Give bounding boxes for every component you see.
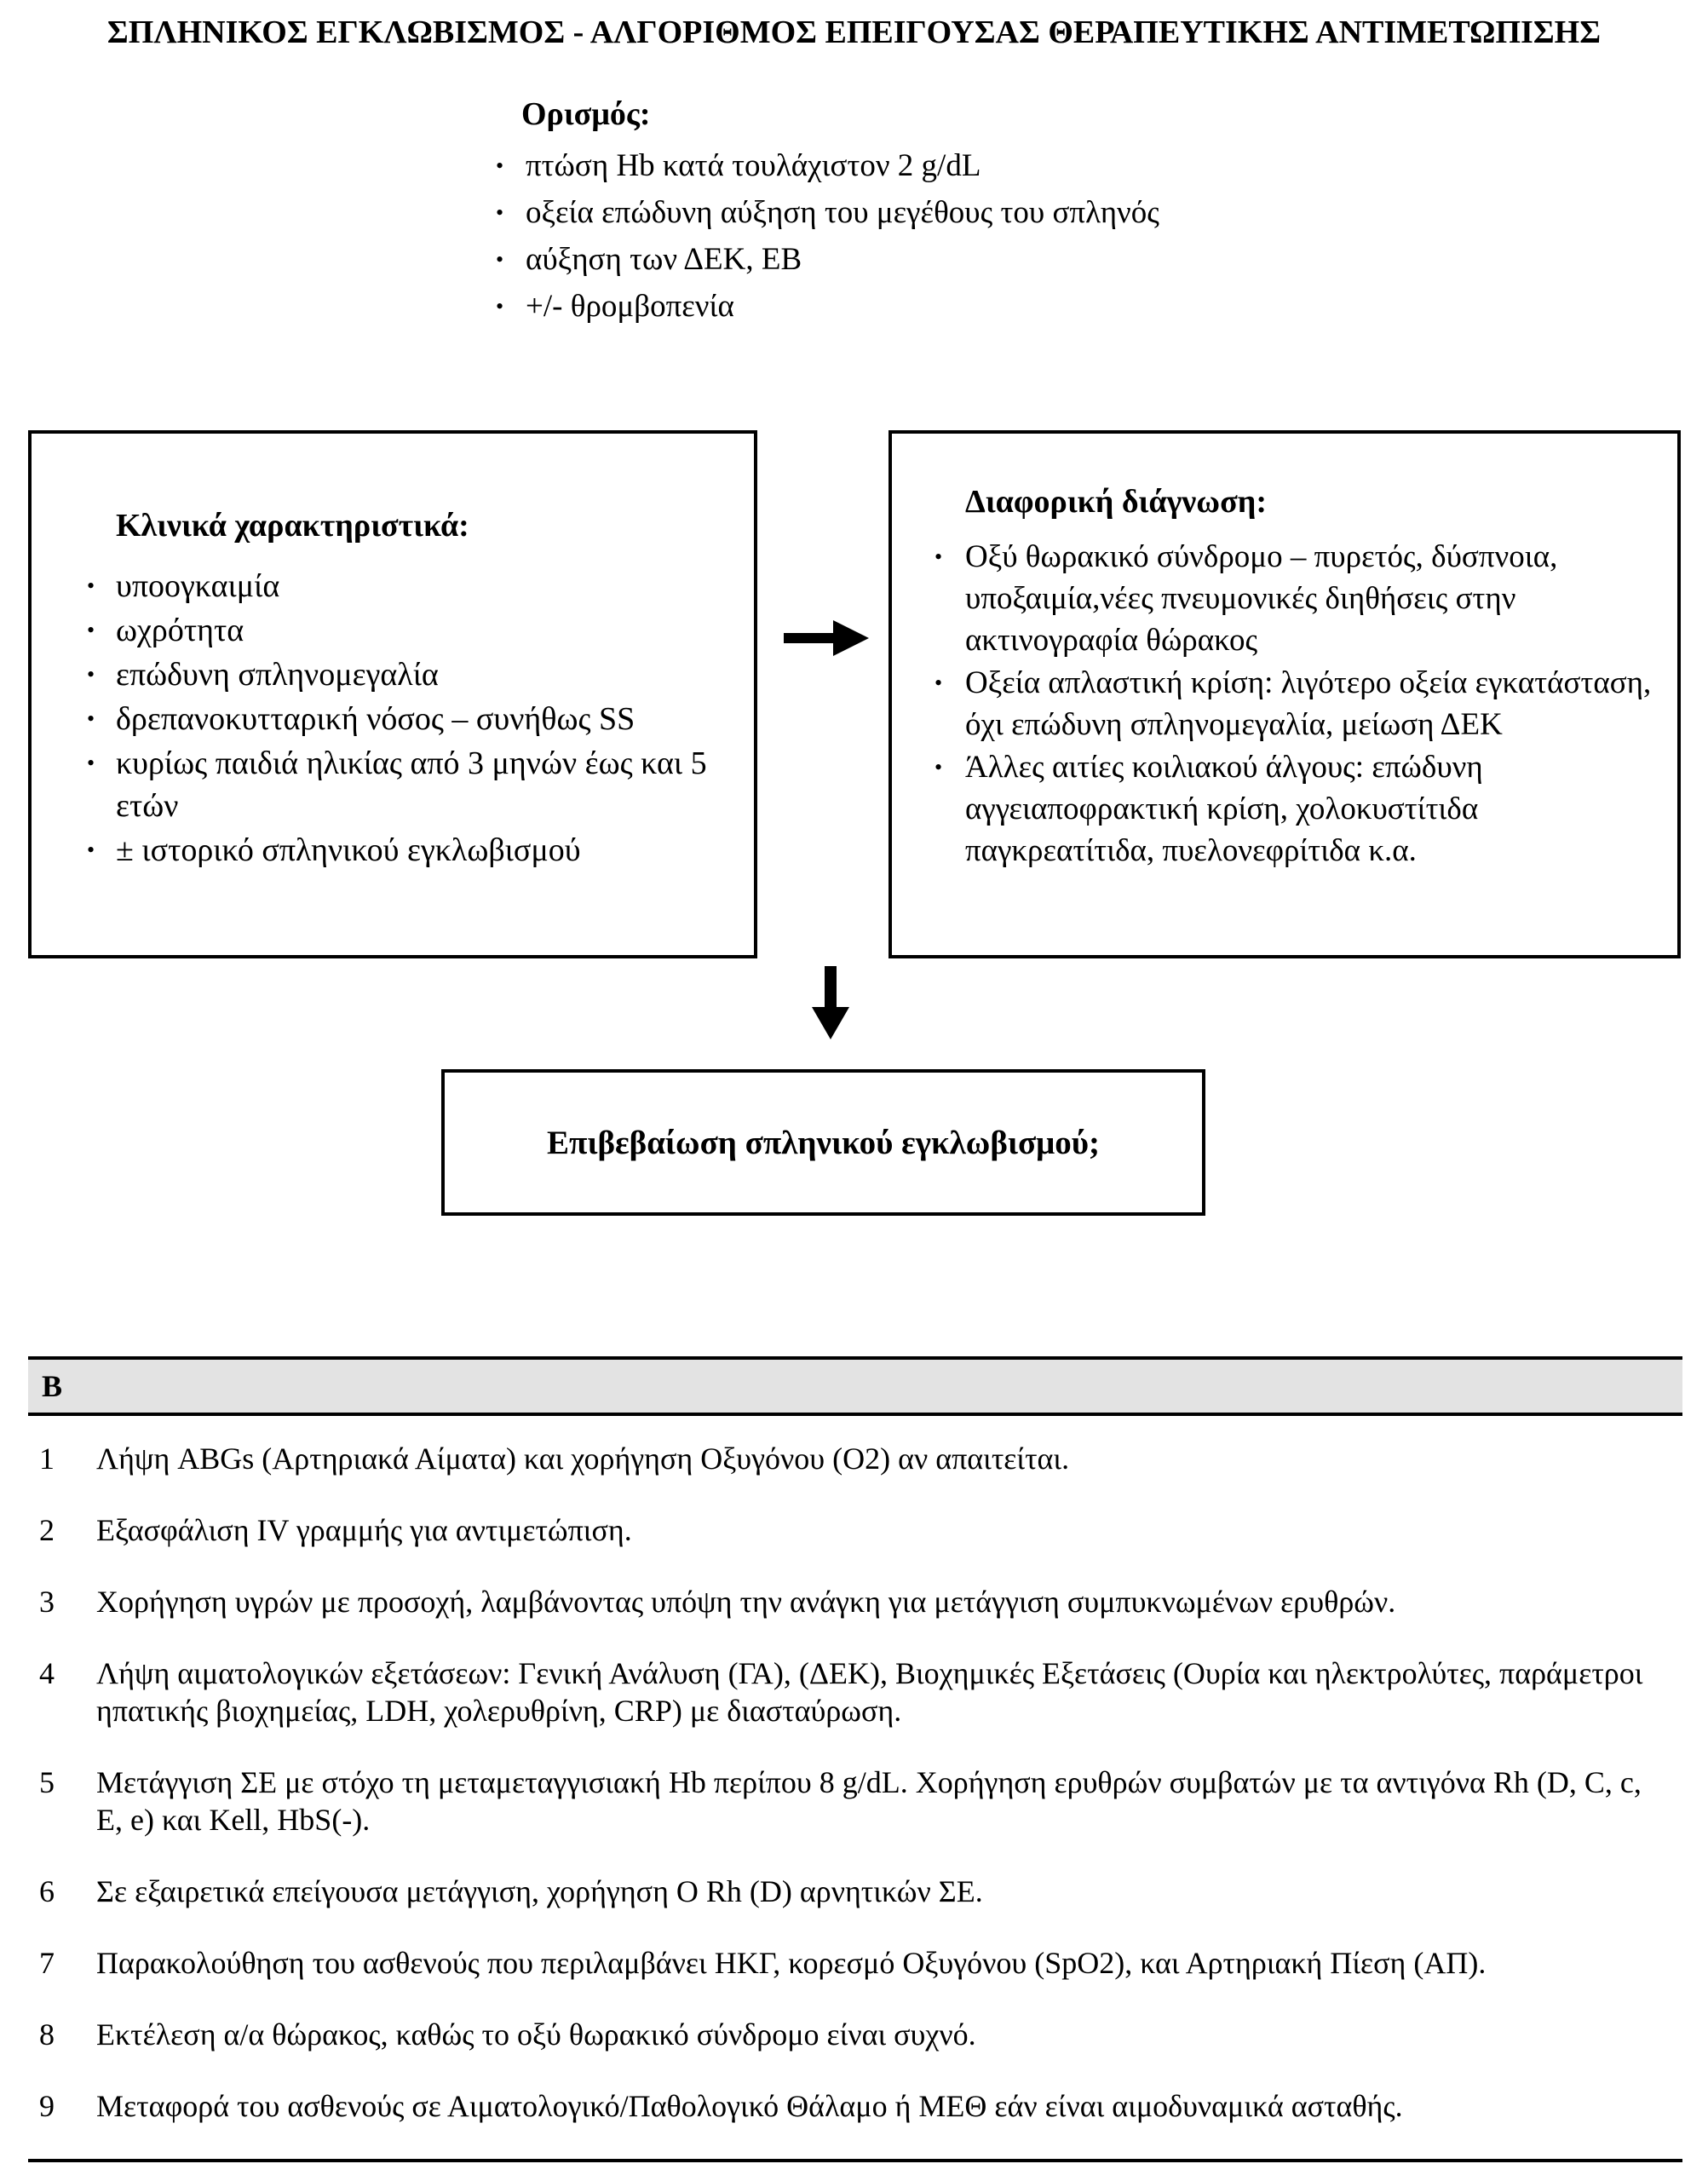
- row-text: Σε εξαιρετικά επείγουσα μετάγγιση, χορήγηση Ο Rh (D) αρνητικών ΣΕ.: [96, 1874, 983, 1908]
- definition-item: [496, 285, 1230, 328]
- definition-item-text: αύξηση των ΔΕΚ, ΕΒ: [526, 242, 802, 277]
- bullet-icon: •: [935, 755, 943, 780]
- bullet-icon: •: [935, 544, 943, 569]
- definition-item: [496, 192, 1230, 234]
- arrow-right-icon: [784, 615, 869, 661]
- row-text: Χορήγηση υγρών με προσοχή, λαμβάνοντας υπόψη την ανάγκη για μετάγγιση συμπυκνωμένων ερυθρών.: [96, 1585, 1396, 1619]
- differential-item-text: Οξεία απλαστική κρίση: λιγότερο οξεία εγκατάσταση, όχι επώδυνη σπληνομεγαλία, μείωση ΔΕΚ: [965, 665, 1652, 742]
- bullet-icon: •: [87, 706, 95, 731]
- clinical-features-heading: Κλινικά χαρακτηριστικά:: [116, 508, 469, 544]
- clinical-feature-text: ± ιστορικό σπληνικού εγκλωβισμού: [116, 832, 581, 868]
- clinical-feature-text: υποογκαιμία: [116, 568, 280, 604]
- bullet-icon: •: [87, 662, 95, 687]
- clinical-features-box: [28, 430, 757, 958]
- table-header-label: Β: [42, 1369, 63, 1403]
- clinical-feature-text: δρεπανοκυτταρική νόσος – συνήθως SS: [116, 701, 635, 737]
- differential-diagnosis-heading: Διαφορική διάγνωση:: [965, 484, 1267, 520]
- clinical-feature-item: [87, 829, 730, 872]
- bullet-icon: •: [496, 294, 504, 319]
- row-number: 6: [39, 1874, 55, 1908]
- clinical-feature-item: [87, 742, 730, 827]
- clinical-feature-text: κυρίως παιδιά ηλικίας από 3 μηνών έως και 5 ετών: [116, 745, 707, 824]
- definition-item: [496, 145, 1230, 187]
- definition-heading: Ορισμός:: [521, 96, 651, 132]
- clinical-feature-text: ωχρότητα: [116, 613, 244, 648]
- bullet-icon: •: [496, 247, 504, 272]
- clinical-feature-item: [87, 653, 730, 696]
- row-text: Λήψη ABGs (Αρτηριακά Αίματα) και χορήγηση Οξυγόνου (Ο2) αν απαιτείται.: [96, 1442, 1070, 1476]
- table-row: [28, 2087, 1682, 2125]
- row-number: 9: [39, 2089, 55, 2123]
- definition-item: [496, 239, 1230, 281]
- row-text: Παρακολούθηση του ασθενούς που περιλαμβάνει ΗΚΓ, κορεσμό Οξυγόνου (SpO2), και Αρτηριακή Πίεση (ΑΠ).: [96, 1946, 1487, 1980]
- table-body: [28, 1416, 1682, 2125]
- clinical-feature-text: επώδυνη σπληνομεγαλία: [116, 657, 439, 693]
- arrow-down-icon: [806, 966, 855, 1039]
- row-text: Μετάγγιση ΣΕ με στόχο τη μεταμεταγγισιακή Hb περίπου 8 g/dL. Χορήγηση ερυθρών συμβατών με τα αντιγόνα Rh (D, C, c, E, e) και Kell, HbS(-).: [96, 1765, 1642, 1837]
- row-number: 7: [39, 1946, 55, 1980]
- page-title: ΣΠΛΗΝΙΚΟΣ ΕΓΚΛΩΒΙΣΜΟΣ - ΑΛΓΟΡΙΘΜΟΣ ΕΠΕΙΓΟΥΣΑΣ ΘΕΡΑΠΕΥΤΙΚΗΣ ΑΝΤΙΜΕΤΩΠΙΣΗΣ: [106, 14, 1602, 50]
- table-row: [28, 1440, 1682, 1477]
- clinical-feature-item: [87, 565, 730, 607]
- table-bottom-rule: [28, 2159, 1682, 2162]
- table-row: [28, 1583, 1682, 1620]
- definition-item-text: πτώση Hb κατά τουλάχιστον 2 g/dL: [526, 148, 981, 183]
- definition-section: [496, 95, 1230, 332]
- row-number: 5: [39, 1765, 55, 1799]
- definition-item-text: οξεία επώδυνη αύξηση του μεγέθους του σπληνός: [526, 195, 1159, 230]
- differential-item-text: Άλλες αιτίες κοιλιακού άλγους: επώδυνη αγγειαποφρακτική κρίση, χολοκυστίτιδα παγκρεατίτιδα, πυελονεφρίτιδα κ.α.: [965, 750, 1483, 868]
- protocol-table: [28, 1356, 1682, 2162]
- table-row: [28, 1764, 1682, 1839]
- differential-item-text: Οξύ θωρακικό σύνδρομο – πυρετός, δύσπνοια, υποξαιμία,νέες πνευμονικές διηθήσεις στην ακτινογραφία θώρακος: [965, 539, 1558, 658]
- bullet-icon: •: [87, 837, 95, 862]
- differential-item: [935, 662, 1653, 745]
- clinical-feature-item: [87, 609, 730, 652]
- table-row: [28, 1654, 1682, 1729]
- bullet-icon: •: [87, 751, 95, 775]
- differential-diagnosis-box: [889, 430, 1681, 958]
- table-header-row: [28, 1356, 1682, 1416]
- differential-item: [935, 536, 1653, 661]
- row-number: 4: [39, 1656, 55, 1690]
- bullet-icon: •: [87, 618, 95, 642]
- confirmation-box: [441, 1069, 1205, 1216]
- row-number: 8: [39, 2017, 55, 2052]
- bullet-icon: •: [87, 573, 95, 598]
- row-text: Μεταφορά του ασθενούς σε Αιματολογικό/Παθολογικό Θάλαμο ή ΜΕΘ εάν είναι αιμοδυναμικά ασταθής.: [96, 2089, 1403, 2123]
- table-row: [28, 1511, 1682, 1549]
- confirmation-label: Επιβεβαίωση σπληνικού εγκλωβισμού;: [546, 1124, 1101, 1161]
- row-text: Εκτέλεση α/α θώρακος, καθώς το οξύ θωρακικό σύνδρομο είναι συχνό.: [96, 2017, 976, 2052]
- row-number: 3: [39, 1585, 55, 1619]
- definition-item-text: +/- θρομβοπενία: [526, 289, 734, 324]
- table-row: [28, 1944, 1682, 1982]
- table-row: [28, 2016, 1682, 2053]
- row-number: 1: [39, 1442, 55, 1476]
- row-number: 2: [39, 1513, 55, 1547]
- bullet-icon: •: [496, 153, 504, 178]
- differential-item: [935, 746, 1653, 872]
- bullet-icon: •: [935, 670, 943, 695]
- row-text: Εξασφάλιση IV γραμμής για αντιμετώπιση.: [96, 1513, 632, 1547]
- bullet-icon: •: [496, 200, 504, 225]
- row-text: Λήψη αιματολογικών εξετάσεων: Γενική Ανάλυση (ΓΑ), (ΔΕΚ), Βιοχημικές Εξετάσεις (Ουρία και ηλεκτρολύτες, παράμετροι ηπατικής βιοχημείας, LDH, χολερυθρίνη, CRP) με διασταύρωση.: [96, 1656, 1643, 1728]
- table-row: [28, 1873, 1682, 1910]
- clinical-feature-item: [87, 698, 730, 740]
